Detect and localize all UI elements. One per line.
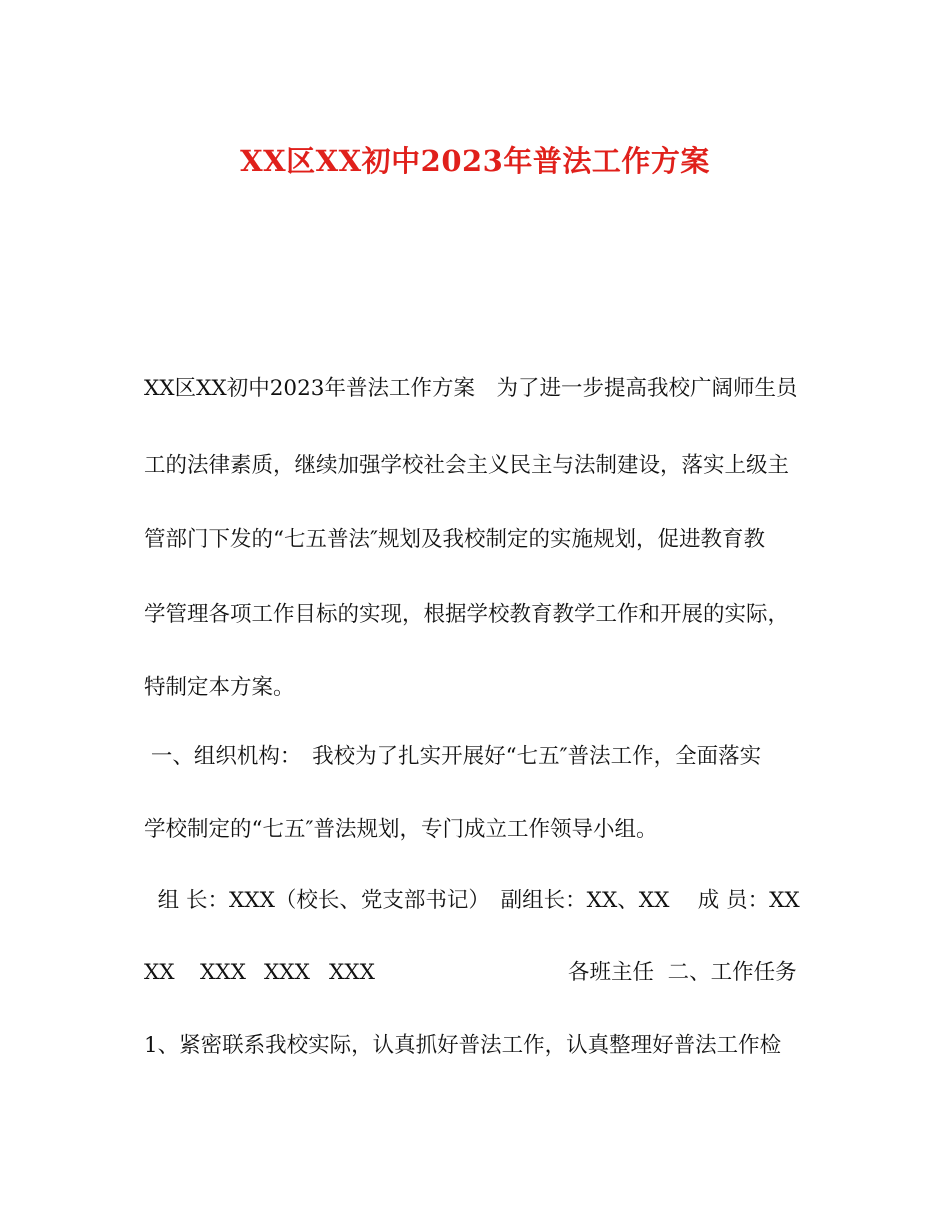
members-line — [144, 958, 824, 1168]
paragraph-line: 学管理各项工作目标的实现，根据学校教育教学工作和开展的实际， — [144, 602, 790, 627]
paragraph-line: XX区XX初中2023年普法工作方案 为了进一步提高我校广阔师生员 — [144, 376, 798, 401]
document-title: XX区XX初中2023年普法工作方案 — [240, 144, 710, 178]
member-name: XXX — [329, 960, 375, 985]
member-name: XX — [144, 960, 175, 985]
section-heading-text: 各班主任 二、工作任务 — [568, 960, 797, 985]
section-heading-line: 一、组织机构： 我校为了扎实开展好“七五″普法工作，全面落实 — [144, 744, 762, 769]
paragraph-line: 管部门下发的“七五普法″规划及我校制定的实施规划，促进教育教 — [144, 527, 766, 552]
paragraph-line: 特制定本方案。 — [144, 675, 295, 700]
paragraph-line: 学校制定的“七五″普法规划，专门成立工作领导小组。 — [144, 817, 658, 842]
member-name: XXX — [264, 960, 310, 985]
paragraph-line: 工的法律素质，继续加强学校社会主义民主与法制建设，落实上级主 — [144, 453, 790, 478]
member-name: XXX — [200, 960, 246, 985]
paragraph-line: 1、紧密联系我校实际，认真抓好普法工作，认真整理好普法工作检 — [144, 1033, 782, 1058]
members-line: 组 长：XXX（校长、党支部书记） 副组长：XX、XX 成 员：XX — [144, 888, 800, 913]
